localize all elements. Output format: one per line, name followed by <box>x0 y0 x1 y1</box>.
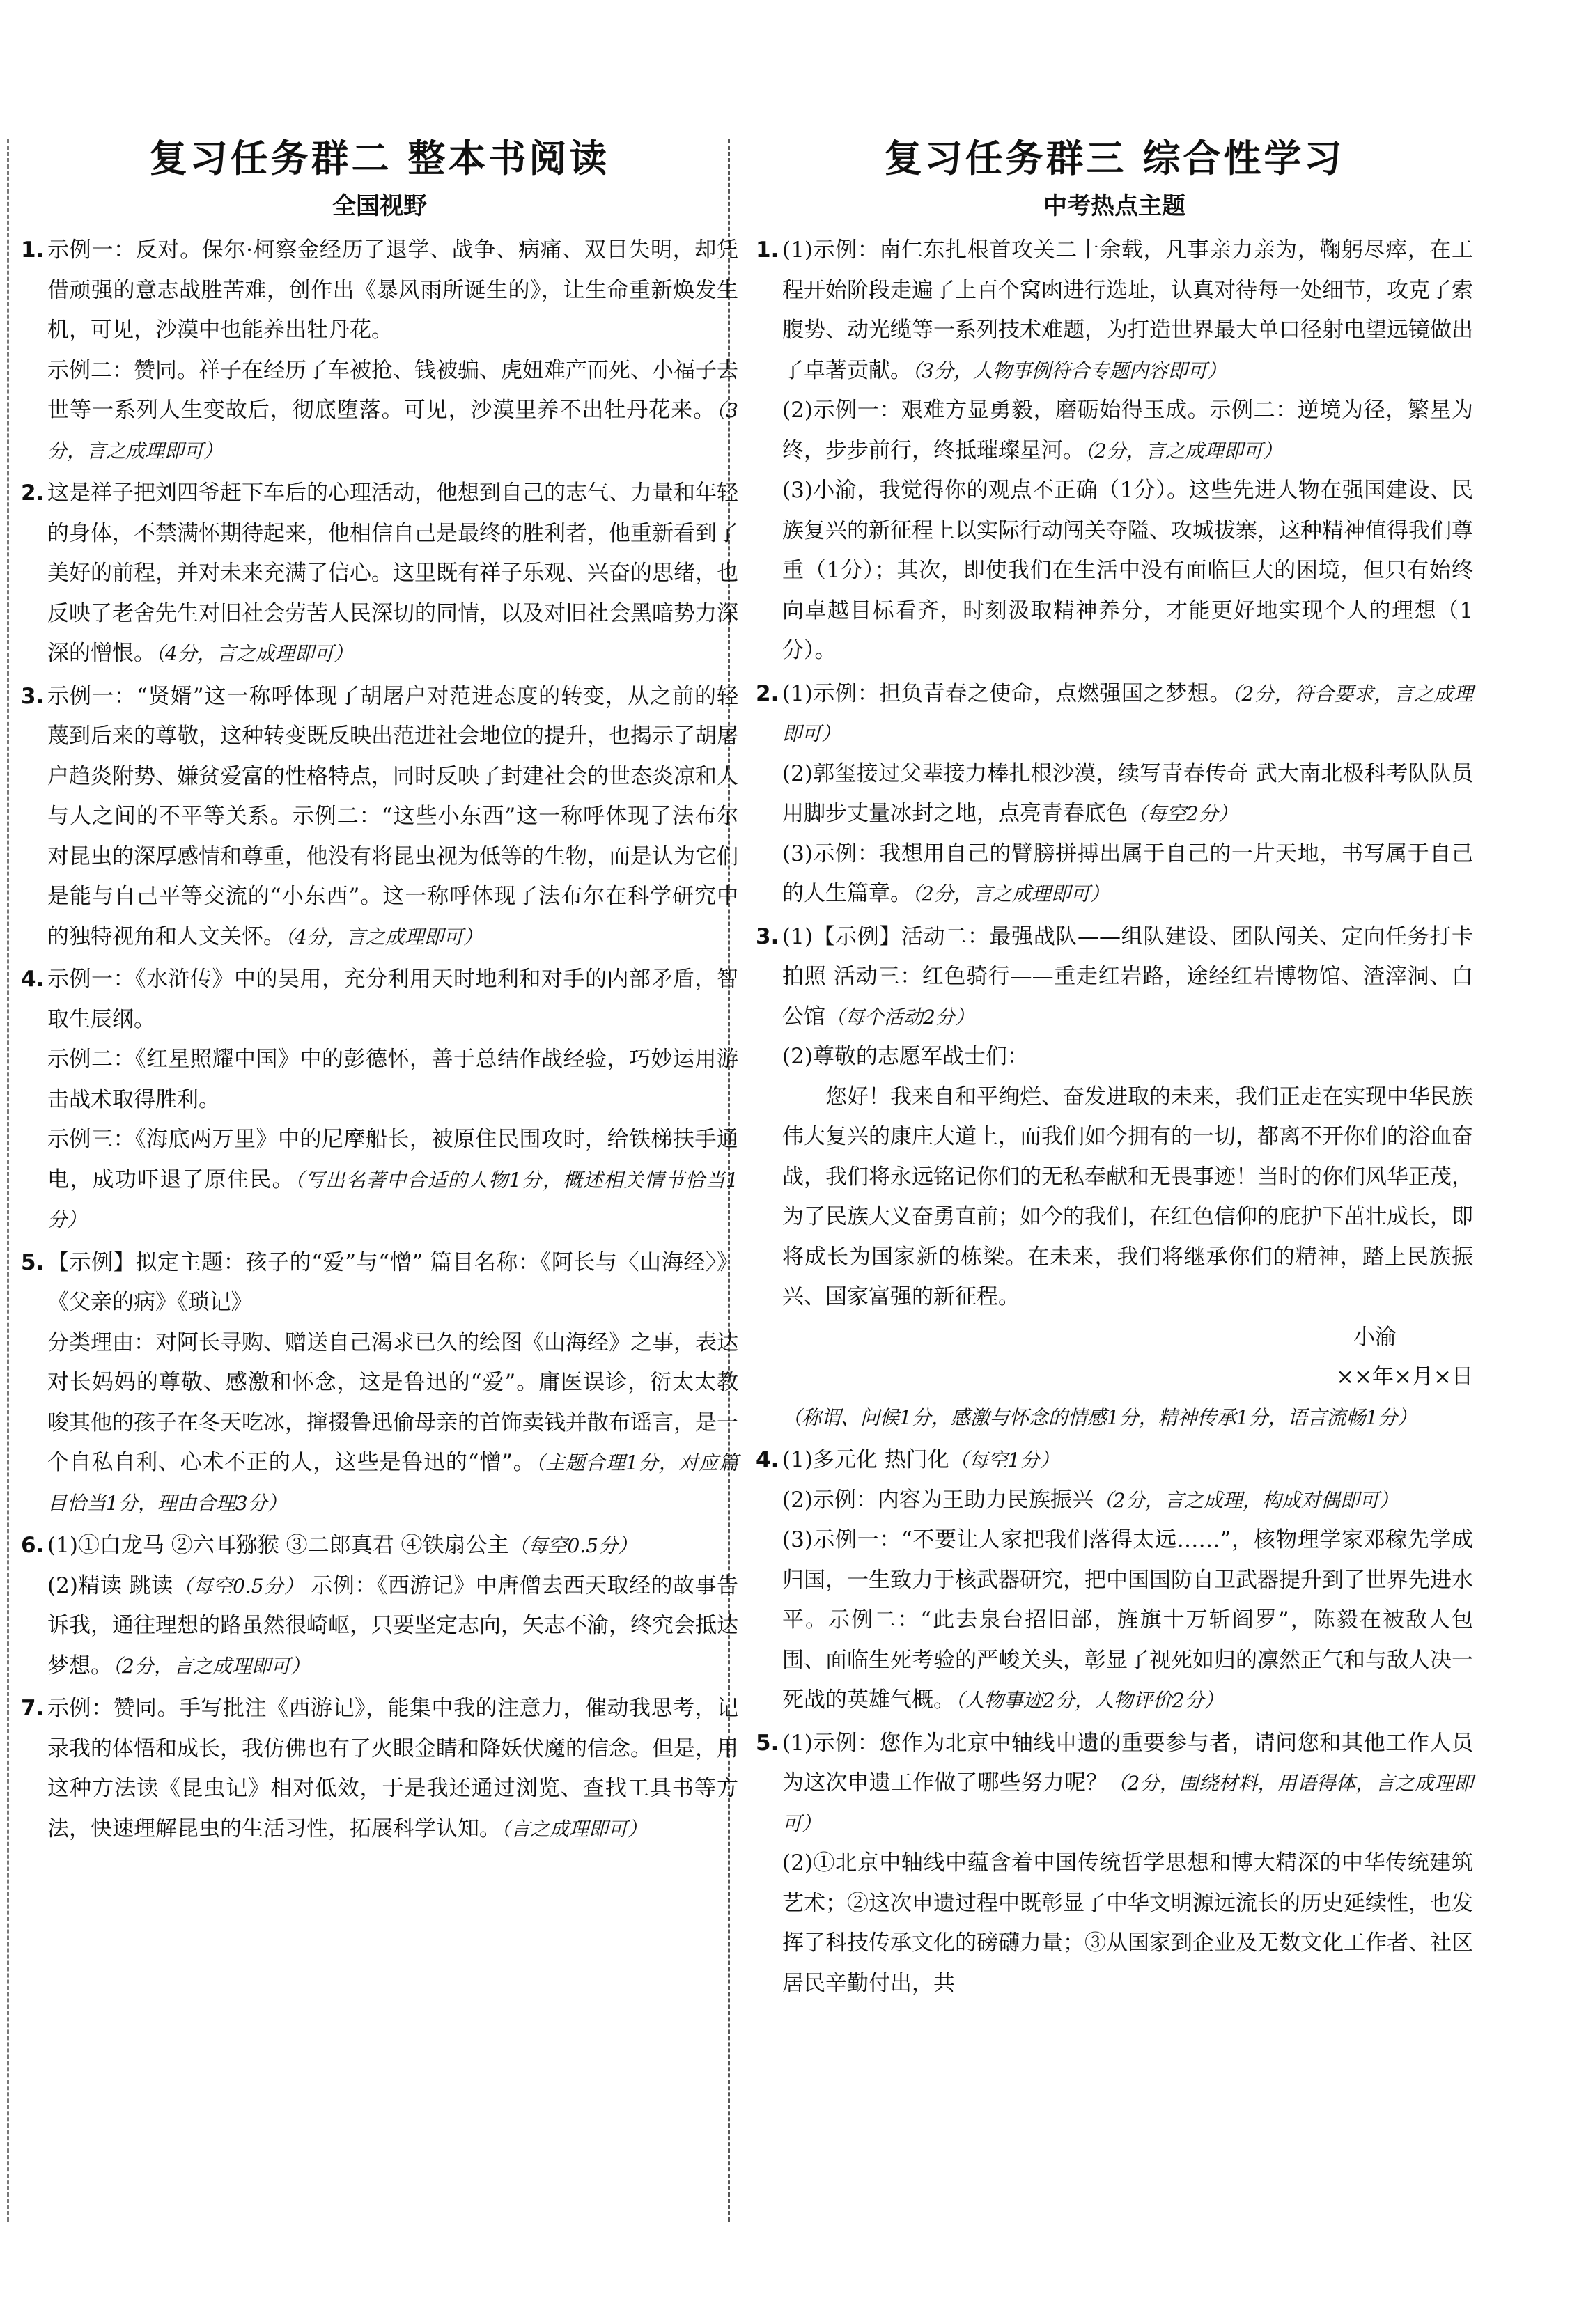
score-note: （2分，言之成理，构成对偶即可） <box>1093 1488 1399 1512</box>
answer-paragraph <box>782 231 1473 391</box>
answer-paragraph <box>47 677 738 958</box>
answer-paragraph <box>782 1520 1473 1721</box>
answer-text: ××年×月×日 <box>1336 1364 1473 1389</box>
answer-text: (3)小渝，我觉得你的观点不正确（1分）。这些先进人物在强国建设、民族复兴的新征程上以实际行动闯关夺隘、攻城拔寨，这种精神值得我们尊重（1分）；其次，即使我们在生活中没有面临巨大的困境，但只有始终向卓越目标看齐，时刻汲取精神养分，才能更好地实现个人的理想（1分）。 <box>782 478 1473 663</box>
answer-list <box>21 231 738 1849</box>
score-note: （3分，人物事例符合专题内容即可） <box>912 359 1227 382</box>
score-note: （言之成理即可） <box>501 1817 648 1841</box>
score-note: （2分，言之成理即可） <box>1084 439 1282 462</box>
score-note: （每个活动2分） <box>825 1005 974 1029</box>
answer-text: 示例一：“贤婿”这一称呼体现了胡屠户对范进态度的转变，从之前的轻蔑到后来的尊敬，这种转变既反映出范进社会地位的提升，也揭示了胡屠户趋炎附势、嫌贫爱富的性格特点，同时反映了封建社会的世态炎凉和人与人之间的不平等关系。示例二：“这些小东西”这一称呼体现了法布尔对昆虫的深厚感情和尊重，他没有将昆虫视为低等的生物，而是认为它们是能与自己平等交流的“小东西”。这一称呼体现了法布尔在科学研究中的独特视角和人文关怀。 <box>47 683 738 949</box>
item-number: 7. <box>21 1696 45 1721</box>
answer-text: (1)①白龙马 ②六耳猕猴 ③二郎真君 ④铁扇公主 <box>47 1533 509 1558</box>
answer-paragraph <box>47 1040 738 1120</box>
answer-text: (1)示例：南仁东扎根首攻关二十余载，凡事亲力亲为，鞠躬尽瘁，在工程开始阶段走遍了上百个窝凼进行选址，认真对待每一处细节，攻克了索腹势、动光缆等一系列技术难题，为打造世界最大单口径射电望远镜做出了卓著贡献。 <box>782 237 1473 383</box>
score-note: （人物事迹2分，人物评价2分） <box>955 1689 1224 1712</box>
answer-text: (3)示例：我想用自己的臂膀拼搏出属于自己的一片天地，书写属于自己的人生篇章。 <box>782 841 1473 906</box>
answer-paragraph <box>782 1843 1473 2004</box>
answer-paragraph <box>47 1120 738 1240</box>
answer-paragraph <box>47 474 738 674</box>
left-column <box>21 122 738 1852</box>
answer-text: (2)尊敬的志愿军战士们： <box>782 1044 1029 1069</box>
answer-item <box>756 674 1473 914</box>
answer-paragraph <box>47 1689 738 1849</box>
score-note: （2分，言之成理即可） <box>912 882 1110 905</box>
section-title: 复习任务群三 综合性学习 <box>884 136 1345 180</box>
item-number: 3. <box>756 923 779 949</box>
item-number: 1. <box>21 237 45 263</box>
score-note: （4分，言之成理即可） <box>155 642 353 665</box>
answer-text: (2)①北京中轴线中蕴含着中国传统哲学思想和博大精深的中华传统建筑艺术；②这次申遗过程中既彰显了中华文明源远流长的历史延续性，也发挥了科技传承文化的磅礴力量；③从国家到企业及无数文化工作者、社区居民辛勤付出，共 <box>782 1850 1473 1996</box>
answer-text: (1)示例：担负青春之使命，点燃强国之梦想。 <box>782 680 1231 706</box>
score-note: （写出名著中合适的人物1分，概述相关情节恰当1分） <box>47 1168 739 1231</box>
answer-text: 分类理由：对阿长寻购、赠送自己渴求已久的绘图《山海经》之事，表达对长妈妈的尊敬、感激和怀念，这是鲁迅的“爱”。庸医误诊，衍太太教唆其他的孩子在冬天吃冰，撺掇鲁迅偷母亲的首饰卖钱并散布谣言，是一个自私自利、心术不正的人，这些是鲁迅的“憎”。 <box>47 1329 738 1475</box>
item-number: 2. <box>21 481 45 506</box>
answer-text: 示例二：《红星照耀中国》中的彭德怀，善于总结作战经验，巧妙运用游击战术取得胜利。 <box>47 1047 738 1112</box>
section-subtitle: 中考热点主题 <box>1043 192 1185 220</box>
answer-item <box>21 1243 738 1524</box>
score-note: （每空0.5分） <box>508 1534 638 1557</box>
answer-item <box>21 1526 738 1686</box>
answer-paragraph <box>782 471 1473 671</box>
answer-item <box>756 1440 1473 1721</box>
score-note: （主题合理1分，对应篇目恰当1分，理由合理3分） <box>47 1451 738 1515</box>
score-note: （每空1分） <box>949 1449 1059 1472</box>
answer-paragraph <box>782 1398 1473 1438</box>
answer-paragraph <box>782 1037 1473 1077</box>
right-column <box>756 122 1473 2006</box>
answer-text: 示例二：赞同。祥子在经历了车被抢、钱被骗、虎妞难产而死、小福子去世等一系列人生变故后，彻底堕落。可见，沙漠里养不出牡丹花来。 <box>47 357 738 423</box>
answer-text: (3)示例一：“不要让人家把我们落得太远……”，核物理学家邓稼先学成归国，一生致力于核武器研究，把中国国防自卫武器提升到了世界先进水平。示例二：“此去泉台招旧部，旌旗十万斩阎罗”，陈毅在被敌人包围、面临生死考验的严峻关头，彰显了视死如归的凛然正气和与敌人决一死战的英雄气概。 <box>782 1527 1473 1713</box>
answer-paragraph <box>782 917 1473 1038</box>
answer-item <box>21 677 738 958</box>
score-note: （称谓、问候1分，感激与怀念的情感1分，精神传承1分，语言流畅1分） <box>782 1405 1417 1429</box>
score-note: （4分，言之成理即可） <box>285 925 483 949</box>
answer-paragraph <box>782 391 1473 471</box>
answer-paragraph <box>782 674 1473 754</box>
answer-text: (1)示例：您作为北京中轴线申遗的重要参与者，请问您和其他工作人员为这次申遗工作做了哪些努力呢？ <box>782 1730 1473 1795</box>
item-number: 4. <box>756 1447 779 1472</box>
score-note: （每空2分） <box>1128 802 1238 825</box>
answer-text: (1)【示例】活动二：最强战队——组队建设、团队闯关、定向任务打卡拍照 活动三：红色骑行——重走红岩路，途经红岩博物馆、渣滓洞、白公馆 <box>782 923 1473 1029</box>
item-number: 5. <box>756 1730 779 1756</box>
answer-paragraph <box>782 834 1473 914</box>
item-number: 3. <box>21 683 45 709</box>
section-title: 复习任务群二 整本书阅读 <box>149 136 610 180</box>
answer-item <box>21 1689 738 1849</box>
score-note: （3分，言之成理即可） <box>47 399 738 462</box>
answer-paragraph <box>47 1566 738 1687</box>
answer-paragraph <box>782 754 1473 834</box>
score-note: （2分，言之成理即可） <box>112 1654 310 1678</box>
left-margin-rule <box>7 139 9 2222</box>
answer-paragraph <box>782 1357 1473 1398</box>
score-note: （每空0.5分） <box>173 1574 304 1598</box>
answer-text: 这是祥子把刘四爷赶下车后的心理活动，他想到自己的志气、力量和年轻的身体，不禁满怀期待起来，他相信自己是最终的胜利者，他重新看到了美好的前程，并对未来充满了信心。这里既有祥子乐观、兴奋的思绪，也反映了老舍先生对旧社会劳苦人民深切的同情，以及对旧社会黑暗势力深深的憎恨。 <box>47 481 738 666</box>
answer-text: (2)示例一：艰难方显勇毅，磨砺始得玉成。示例二：逆境为径，繁星为终，步步前行，终抵璀璨星河。 <box>782 398 1473 463</box>
answer-paragraph <box>782 1724 1473 1844</box>
answer-text: 示例三：《海底两万里》中的尼摩船长，被原住民围攻时，给铁梯扶手通电，成功吓退了原住民。 <box>47 1127 738 1192</box>
score-note: （2分，符合要求，言之成理即可） <box>782 682 1473 745</box>
answer-text: 示例：《西游记》中唐僧去西天取经的故事告诉我，通往理想的路虽然很崎岖，只要坚定志向，矢志不渝，终究会抵达梦想。 <box>47 1573 739 1678</box>
answer-paragraph <box>782 1077 1473 1318</box>
answer-paragraph <box>47 351 738 471</box>
answer-text: 示例一：反对。保尔·柯察金经历了退学、战争、病痛、双目失明，却凭借顽强的意志战胜苦难，创作出《暴风雨所诞生的》，让生命重新焕发生机，可见，沙漠中也能养出牡丹花。 <box>47 237 738 343</box>
answer-item <box>756 917 1473 1438</box>
score-note: （2分，围绕材料，用语得体，言之成理即可） <box>782 1772 1473 1835</box>
item-number: 1. <box>756 237 779 263</box>
answer-item <box>21 474 738 674</box>
answer-paragraph <box>47 1243 738 1323</box>
answer-text: 示例：赞同。手写批注《西游记》，能集中我的注意力，催动我思考，记录我的体悟和成长，我仿佛也有了火眼金睛和降妖伏魔的信念。但是，用这种方法读《昆虫记》相对低效，于是我还通过浏览、查找工具书等方法，快速理解昆虫的生活习性，拓展科学认知。 <box>47 1696 738 1841</box>
answer-paragraph <box>782 1318 1473 1358</box>
answer-text: (2)郭玺接过父辈接力棒扎根沙漠，续写青春传奇 武大南北极科考队队员用脚步丈量冰封之地，点亮青春底色 <box>782 761 1473 826</box>
answer-paragraph <box>782 1481 1473 1521</box>
item-number: 5. <box>21 1249 45 1275</box>
answer-list <box>756 231 1473 2004</box>
answer-text: (1)多元化 热门化 <box>782 1447 949 1472</box>
answer-paragraph <box>47 231 738 351</box>
answer-paragraph <box>782 1440 1473 1481</box>
item-number: 2. <box>756 680 779 706</box>
answer-text: 小渝 <box>1353 1324 1397 1350</box>
answer-item <box>21 231 738 471</box>
answer-item <box>21 960 738 1240</box>
answer-item <box>756 1724 1473 2004</box>
answer-paragraph <box>47 1323 738 1524</box>
item-number: 6. <box>21 1533 45 1558</box>
answer-paragraph <box>47 960 738 1040</box>
section-subtitle: 全国视野 <box>332 192 427 220</box>
answer-item <box>756 231 1473 671</box>
answer-text: (2)示例：内容为王助力民族振兴 <box>782 1487 1094 1513</box>
answer-text: (2)精读 跳读 <box>47 1573 173 1598</box>
answer-text: 您好！我来自和平绚烂、奋发进取的未来，我们正走在实现中华民族伟大复兴的康庄大道上，而我们如今拥有的一切，都离不开你们的浴血奋战，我们将永远铭记你们的无私奉献和无畏事迹！当时的你们风华正茂，为了民族大义奋勇直前；如今的我们，在红色信仰的庇护下茁壮成长，即将成长为国家新的栋梁。在未来，我们将继承你们的精神，踏上民族振兴、国家富强的新征程。 <box>782 1084 1473 1309</box>
answer-text: 【示例】拟定主题：孩子的“爱”与“憎” 篇目名称：《阿长与〈山海经〉》《父亲的病》《琐记》 <box>47 1249 738 1315</box>
answer-paragraph <box>47 1526 738 1566</box>
item-number: 4. <box>21 967 45 992</box>
answer-text: 示例一：《水浒传》中的吴用，充分利用天时地利和对手的内部矛盾，智取生辰纲。 <box>47 967 738 1032</box>
